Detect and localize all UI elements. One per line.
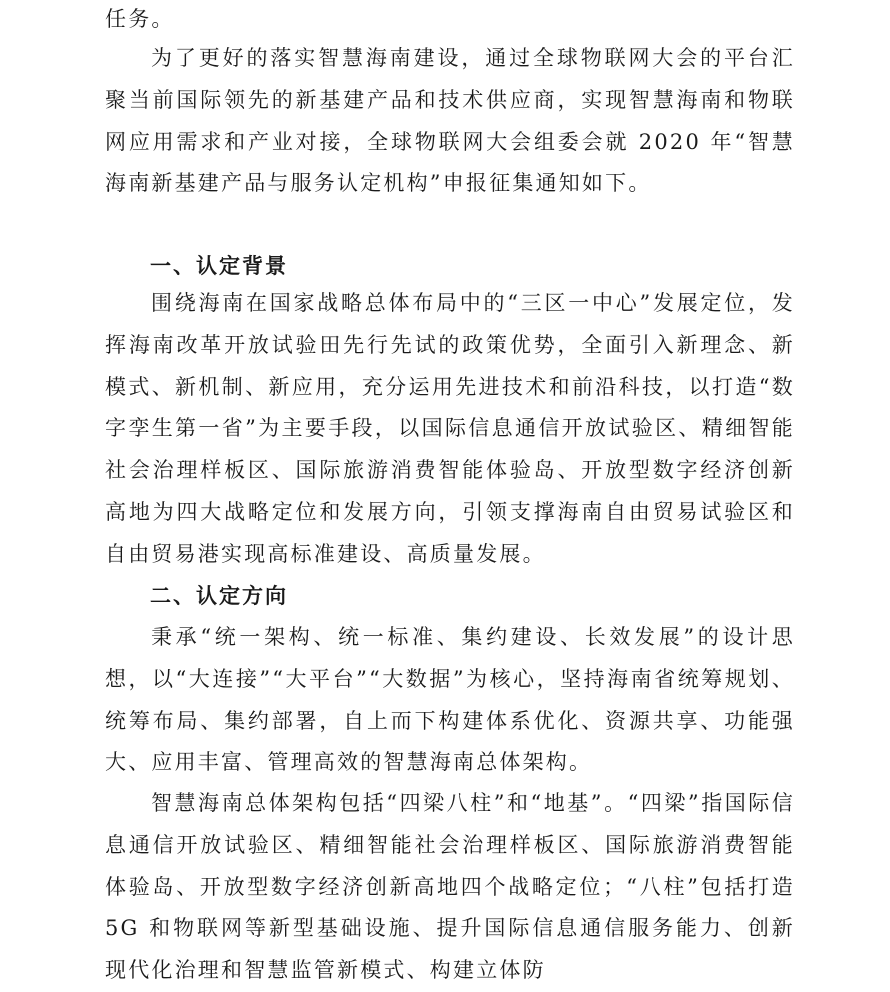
section-heading-direction: 二、认定方向 xyxy=(150,584,288,608)
paragraph-background: 围绕海南在国家战略总体布局中的“三区一中心”发展定位，发挥海南改革开放试验田先行先试的政策优势，全面引入新理念、新模式、新机制、新应用，充分运用先进技术和前沿科技，以打造“数字孪生第一省”为主要手段，以国际信息通信开放试验区、精细智能社会治理样板区、国际旅游消费智能体验岛、开放型数字经济创新高地为四大战略定位和发展方向，引领支撑海南自由贸易试验区和自由贸易港实现高标准建设、高质量发展。 xyxy=(105,291,795,566)
paragraph-architecture: 智慧海南总体架构包括“四梁八柱”和“地基”。“四梁”指国际信息通信开放试验区、精细智能社会治理样板区、国际旅游消费智能体验岛、开放型数字经济创新高地四个战略定位；“八柱”包括打造 5G 和物联网等新型基础设施、提升国际信息通信服务能力、创新现代化治理和智慧监管新模式、构建立体防 xyxy=(105,791,795,983)
paragraph-direction: 秉承“统一架构、统一标准、集约建设、长效发展”的设计思想，以“大连接”“大平台”“大数据”为核心，坚持海南省统筹规划、统筹布局、集约部署，自上而下构建体系优化、资源共享、功能强大、应用丰富、管理高效的智慧海南总体架构。 xyxy=(105,625,795,775)
section-heading-background: 一、认定背景 xyxy=(150,254,288,278)
paragraph-continued: 任务。 xyxy=(105,7,175,31)
paragraph-intro: 为了更好的落实智慧海南建设，通过全球物联网大会的平台汇聚当前国际领先的新基建产品和技术供应商，实现智慧海南和物联网应用需求和产业对接，全球物联网大会组委会就 2020 年“智慧海南新基建产品与服务认定机构”申报征集通知如下。 xyxy=(105,46,795,196)
